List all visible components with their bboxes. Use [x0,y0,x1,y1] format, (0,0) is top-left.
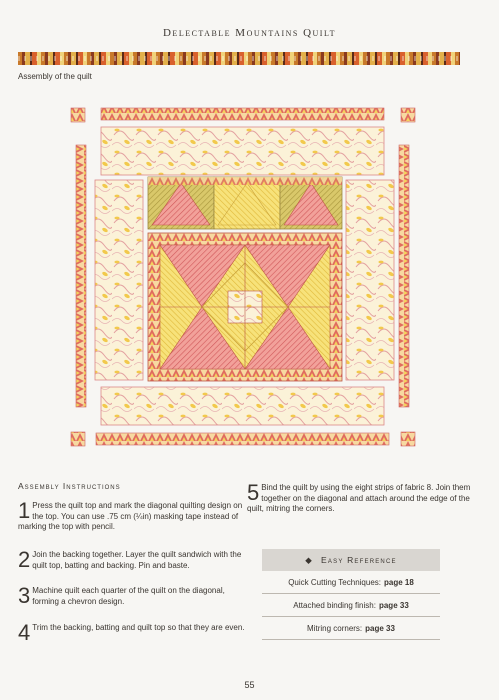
page-number: 55 [244,680,255,690]
step-text: Bind the quilt by using the eight strips of fabric 8. Join them together on the diagonal and attach around the edge of the quilt, mitring the corners. [247,483,471,513]
reference-row: Attached binding finish: page 33 [262,594,440,617]
easy-reference-box [262,549,440,641]
step-5 [247,480,482,515]
step-text: Trim the backing, batting and quilt top so that they are even. [32,623,245,632]
decorative-fabric-band [18,52,460,65]
step-4 [18,620,248,645]
quilt-assembly-diagram [68,105,418,450]
easy-reference-heading: ◆ Easy Reference [262,549,440,571]
step-1 [18,498,248,533]
page-title: Delectable Mountains Quilt [162,27,337,39]
step-number: 1 [18,498,31,523]
diamond-icon: ◆ [305,554,314,565]
step-number: 4 [18,620,31,645]
step-number: 2 [18,547,31,572]
reference-row: Quick Cutting Techniques: page 18 [262,571,440,594]
step-number: 3 [18,583,31,608]
step-text: Join the backing together. Layer the quilt sandwich with the quilt top, batting and backing. Pin and baste. [32,550,242,570]
center-top-row [148,177,342,229]
step-text: Machine quilt each quarter of the quilt on the diagonal, forming a chevron design. [32,586,225,606]
instructions-heading: Assembly Instructions [18,481,121,491]
step-2 [18,547,248,572]
step-number: 5 [247,480,260,505]
reference-row: Mitring corners: page 33 [262,617,440,640]
step-text: Press the quilt top and mark the diagonal quilting design on the top. You can use .75 cm (¼in) masking tape instead of marking the top with pencil. [18,501,243,531]
step-3 [18,583,248,608]
figure-caption: Assembly of the quilt [18,72,92,81]
center-main-block [148,233,342,381]
